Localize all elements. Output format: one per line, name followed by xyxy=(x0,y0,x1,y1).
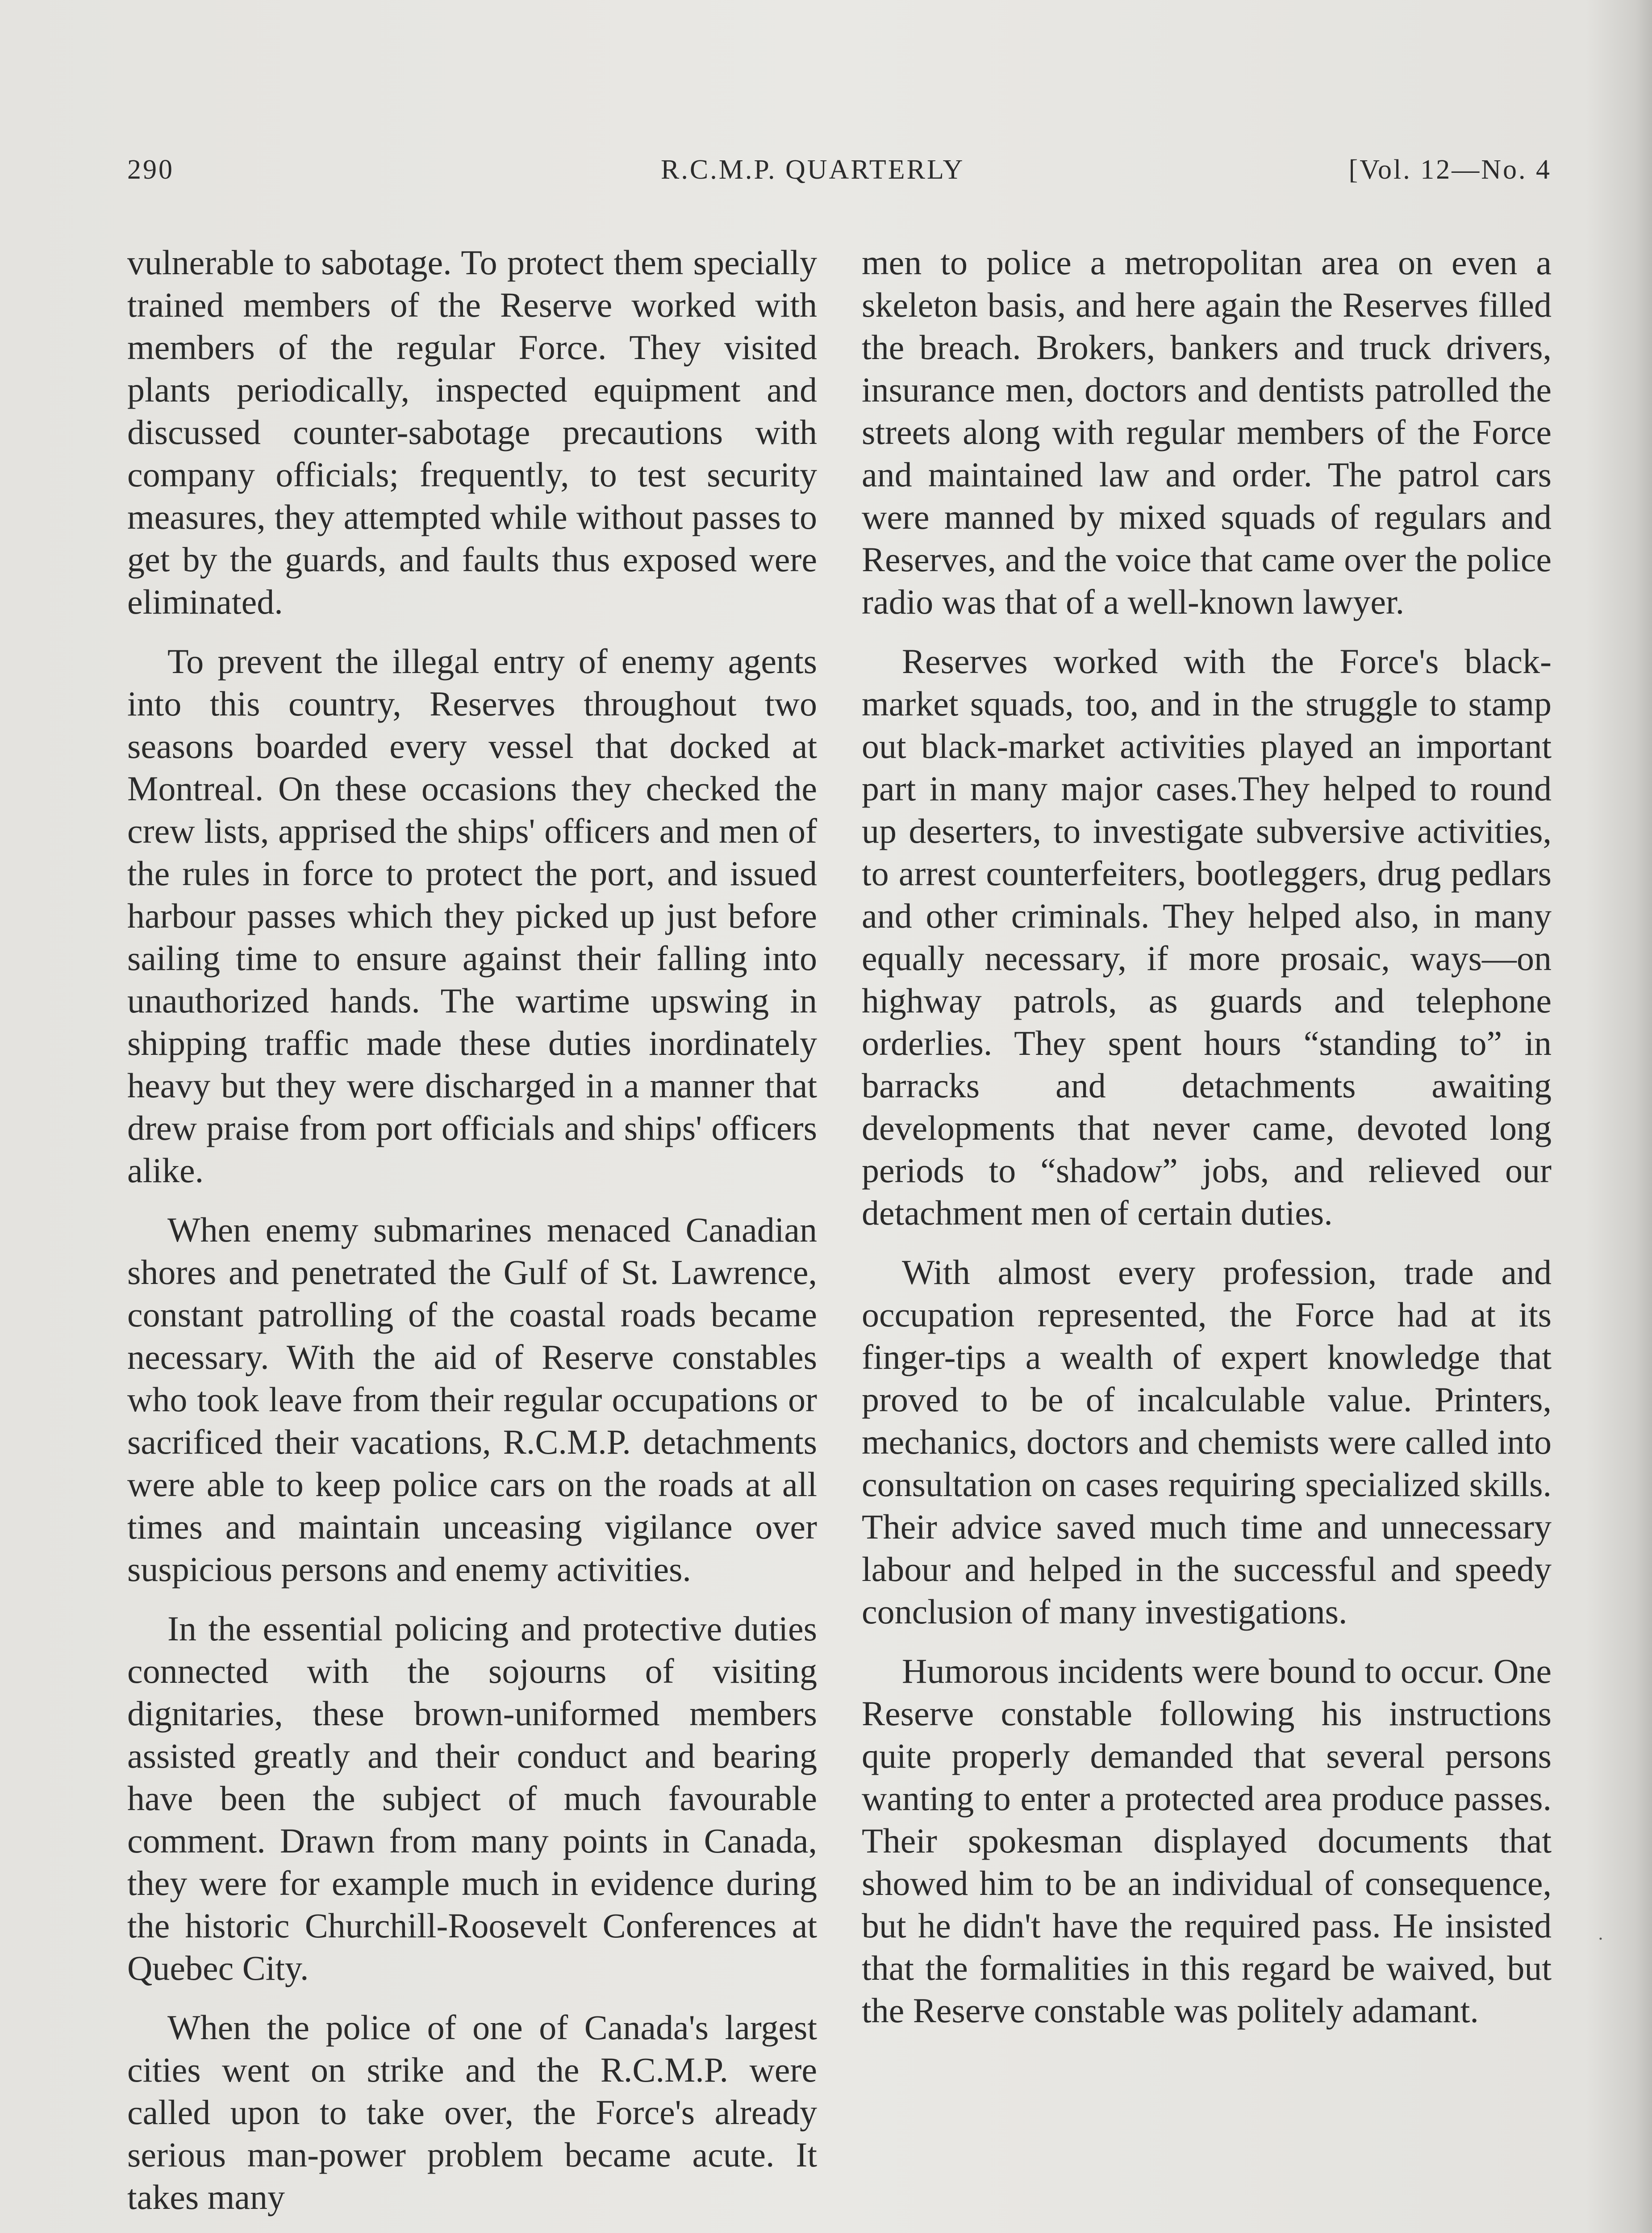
paragraph: vulnerable to sabotage. To protect them specially trained members of the Reserve worked with members of the regular Force. They visited plants periodically, inspected equipment and discussed counter-sabotage precautions with company officials; frequently, to test security measures, they attempted while without passes to get by the guards, and faults thus exposed were eliminated. xyxy=(127,243,817,621)
page-header xyxy=(127,154,1552,203)
left-column xyxy=(127,241,817,2233)
page-number: 290 xyxy=(127,155,174,185)
paragraph: When the police of one of Canada's largest cities went on strike and the R.C.M.P. were called upon to take over, the Force's already serious man-power problem became acute. It takes many xyxy=(127,2008,817,2216)
volume-number: [Vol. 12—No. 4 xyxy=(1348,155,1552,185)
paragraph: In the essential policing and protective duties connected with the sojourns of visiting dignitaries, these brown-uniformed members assisted greatly and their conduct and bearing have been the subject of much favourable comment. Drawn from many points in Canada, they were for example much in evidence during the historic Churchill-Roosevelt Conferences at Quebec City. xyxy=(127,1609,817,1987)
running-title: R.C.M.P. QUARTERLY xyxy=(661,155,965,185)
paragraph: Reserves worked with the Force's black-market squads, too, and in the struggle to stamp out black-market activities played an important part in many major cases.They helped to round up deserters, to investigate subversive activities, to arrest counterfeiters, bootleggers, drug pedlars and other criminals. They helped also, in many equally necessary, if more prosaic, ways—on highway patrols, as guards and telephone orderlies. They spent hours “standing to” in barracks and detachments awaiting developments that never came, devoted long periods to “shadow” jobs, and relieved our detachment men of certain duties. xyxy=(862,642,1552,1232)
paragraph: With almost every profession, trade and occupation represented, the Force had at its finger-tips a wealth of expert knowledge that proved to be of incalculable value. Printers, mechanics, doctors and chemists were called into consultation on cases requiring specialized skills. Their advice saved much time and unnecessary labour and helped in the successful and speedy conclusion of many investigations. xyxy=(862,1253,1552,1631)
paragraph: When enemy submarines menaced Canadian shores and penetrated the Gulf of St. Lawrence, constant patrolling of the coastal roads became necessary. With the aid of Reserve constables who took leave from their regular occupations or sacrificed their vacations, R.C.M.P. detachments were able to keep police cars on the roads at all times and maintain unceasing vigilance over suspicious persons and enemy activities. xyxy=(127,1210,817,1589)
paragraph: Humorous incidents were bound to occur. One Reserve constable following his instructions quite properly demanded that several persons wanting to enter a protected area produce passes. Their spokesman displayed documents that showed him to be an individual of consequence, but he didn't have the required pass. He insisted that the formalities in this regard be waived, but the Reserve constable was politely adamant. xyxy=(862,1652,1552,2030)
margin-speck: · xyxy=(1598,1929,1604,1949)
paragraph: To prevent the illegal entry of enemy agents into this country, Reserves throughout two seasons boarded every vessel that docked at Montreal. On these occasions they checked the crew lists, apprised the ships' officers and men of the rules in force to protect the port, and issued harbour passes which they picked up just before sailing time to ensure against their falling into unauthorized hands. The wartime upswing in shipping traffic made these duties inordinately heavy but they were discharged in a manner that drew praise from port officials and ships' officers alike. xyxy=(127,642,817,1190)
paragraph: men to police a metropolitan area on even a skeleton basis, and here again the Reserves filled the breach. Brokers, bankers and truck drivers, insurance men, doctors and dentists patrolled the streets along with regular members of the Force and maintained law and order. The patrol cars were manned by mixed squads of regulars and Reserves, and the voice that came over the police radio was that of a well-known lawyer. xyxy=(862,243,1552,621)
right-column xyxy=(862,241,1552,2049)
